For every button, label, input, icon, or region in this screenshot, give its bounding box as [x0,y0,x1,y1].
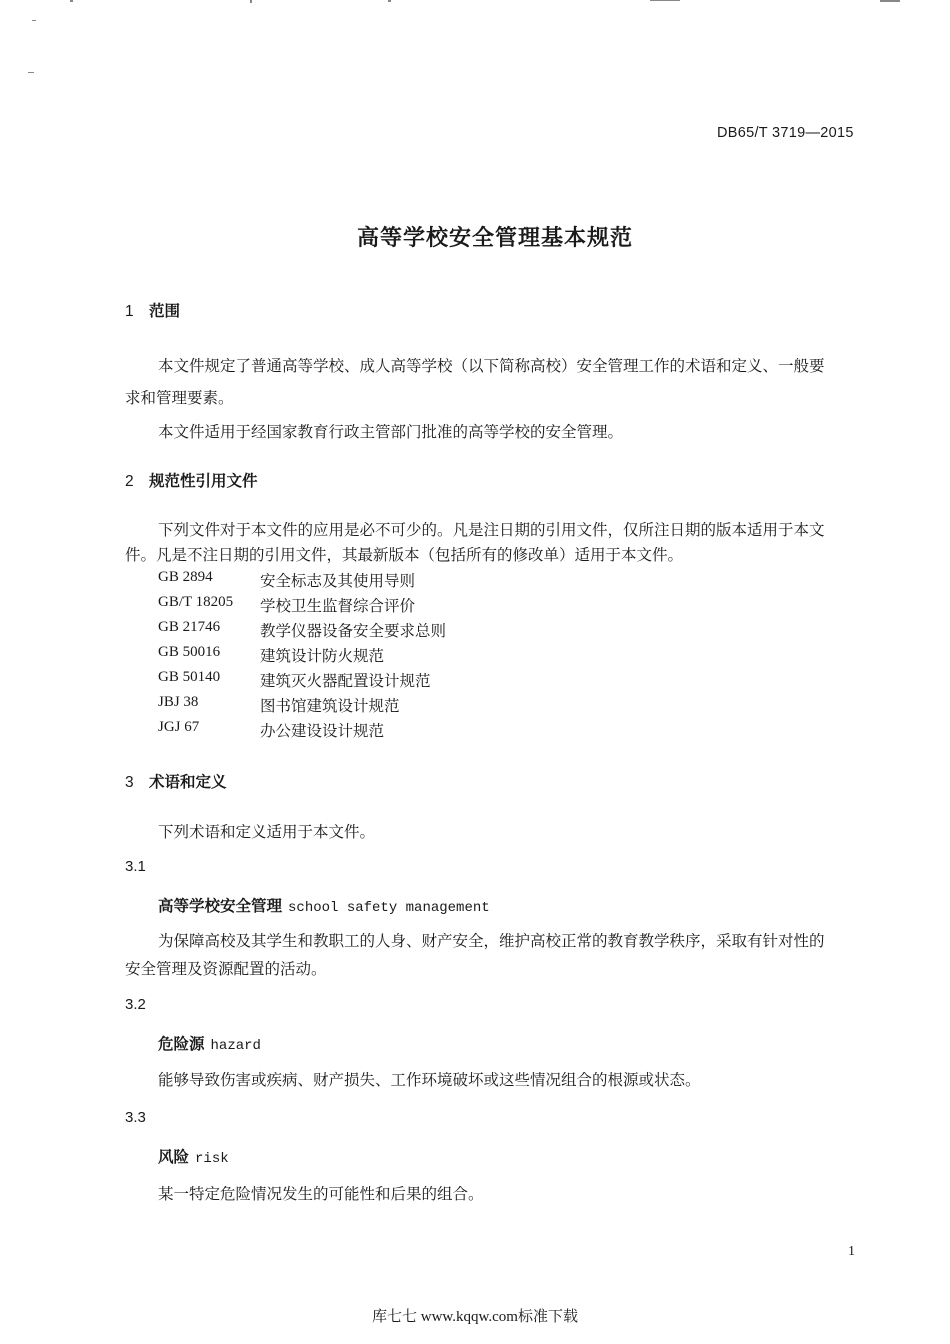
subsection-number: 3.3 [125,1109,146,1126]
term-definition: 为保障高校及其学生和教职工的人身、财产安全，维护高校正常的教育教学秩序，采取有针对性的 [158,932,825,950]
paragraph: 本文件适用于经国家教育行政主管部门批准的高等学校的安全管理。 [158,423,624,441]
section-number: 2 [125,473,134,490]
reference-title: 教学仪器设备安全要求总则 [260,622,447,640]
reference-code: GB 50016 [158,644,221,660]
standard-number: DB65/T 3719—2015 [717,125,854,141]
paragraph: 下列术语和定义适用于本文件。 [158,823,376,841]
section-number: 3 [125,774,134,791]
document-title: 高等学校安全管理基本规范 [356,226,633,251]
reference-title: 学校卫生监督综合评价 [260,597,416,615]
term-name: 高等学校安全管理 [158,897,283,915]
reference-code: GB 2894 [158,569,213,585]
term-definition: 能够导致伤害或疾病、财产损失、工作环境破坏或这些情况组合的根源或状态。 [158,1071,701,1089]
section-number: 1 [125,303,134,320]
term-english: risk [195,1151,229,1167]
term-english: school safety management [288,900,490,916]
section-heading-3 [125,770,227,792]
reference-code: JGJ 67 [158,719,200,735]
reference-title: 建筑设计防火规范 [260,647,385,665]
term-name: 风险 [158,1148,190,1166]
subsection-number: 3.1 [125,858,146,875]
reference-title: 建筑灭火器配置设计规范 [260,672,431,690]
reference-title: 安全标志及其使用导则 [260,572,416,590]
section-title: 术语和定义 [149,773,227,791]
paragraph-continuation: 求和管理要素。 [125,389,234,407]
paragraph-continuation: 件。凡是不注日期的引用文件，其最新版本（包括所有的修改单）适用于本文件。 [125,546,684,564]
reference-code: JBJ 38 [158,694,199,710]
section-heading-2 [125,469,258,491]
term-definition-continuation: 安全管理及资源配置的活动。 [125,960,327,978]
reference-title: 办公建设设计规范 [260,722,385,740]
reference-title: 图书馆建筑设计规范 [260,697,400,715]
reference-code: GB 50140 [158,669,221,685]
term-definition: 某一特定危险情况发生的可能性和后果的组合。 [158,1185,484,1203]
term-english: hazard [210,1038,261,1054]
paragraph: 本文件规定了普通高等学校、成人高等学校（以下简称高校）安全管理工作的术语和定义、一般要 [158,357,825,375]
term-name: 危险源 [158,1035,205,1053]
reference-code: GB/T 18205 [158,594,234,610]
reference-code: GB 21746 [158,619,221,635]
section-title: 范围 [149,302,181,320]
page-number: 1 [848,1244,855,1259]
term-entry [158,1032,261,1054]
term-entry [158,1145,229,1167]
section-title: 规范性引用文件 [149,472,258,490]
paragraph: 下列文件对于本文件的应用是必不可少的。凡是注日期的引用文件，仅所注日期的版本适用于本文 [158,521,825,539]
section-heading-1 [125,299,180,321]
subsection-number: 3.2 [125,996,146,1013]
footer-watermark: 库七七 www.kqqw.com标准下载 [372,1309,578,1325]
term-entry [158,894,490,916]
